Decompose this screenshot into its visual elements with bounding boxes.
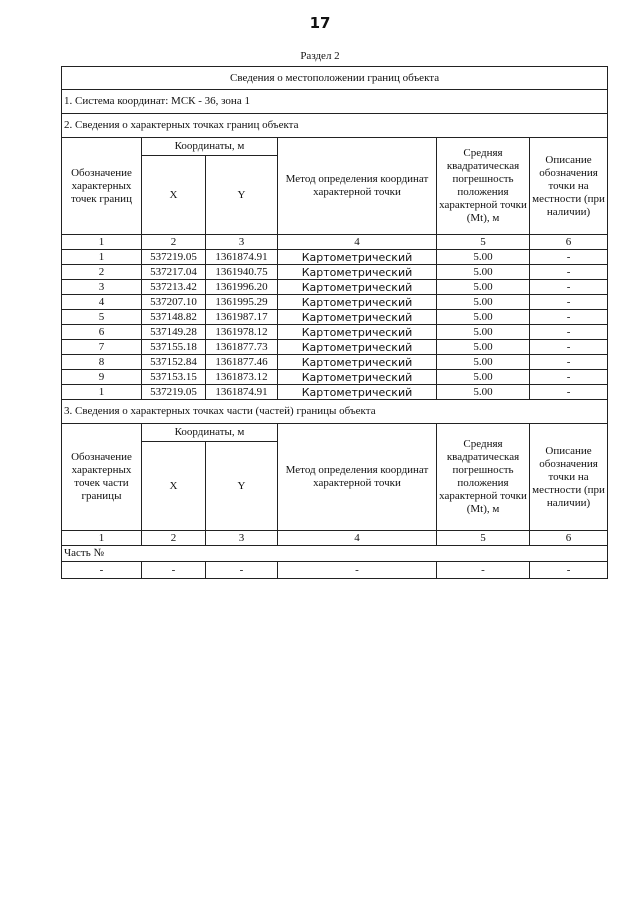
y-coordinate: 1361978.12 — [206, 325, 278, 340]
table-row — [62, 250, 608, 265]
method: Картометрический — [278, 385, 437, 400]
y-coordinate: 1361987.17 — [206, 310, 278, 325]
accuracy: 5.00 — [437, 340, 530, 355]
y-coordinate: 1361877.46 — [206, 355, 278, 370]
header-point-designation-part: Обозначение характерных точек части границы — [62, 424, 142, 531]
column-number: 6 — [530, 235, 608, 250]
table-row — [62, 355, 608, 370]
point-number: 8 — [62, 355, 142, 370]
y-coordinate: 1361874.91 — [206, 385, 278, 400]
section-label: Раздел 2 — [300, 50, 340, 62]
part-cell: - — [530, 562, 608, 579]
column-number: 3 — [206, 235, 278, 250]
accuracy: 5.00 — [437, 370, 530, 385]
point-number: 6 — [62, 325, 142, 340]
part-cell: - — [142, 562, 206, 579]
part-cell: - — [278, 562, 437, 579]
point-number: 7 — [62, 340, 142, 355]
method: Картометрический — [278, 265, 437, 280]
table-row — [62, 280, 608, 295]
x-coordinate: 537153.15 — [142, 370, 206, 385]
column-number: 2 — [142, 235, 206, 250]
y-coordinate: 1361996.20 — [206, 280, 278, 295]
method: Картометрический — [278, 280, 437, 295]
description: - — [530, 340, 608, 355]
accuracy: 5.00 — [437, 280, 530, 295]
description: - — [530, 370, 608, 385]
accuracy: 5.00 — [437, 385, 530, 400]
header-description: Описание обозначения точки на местности (при наличии) — [530, 424, 608, 531]
description: - — [530, 385, 608, 400]
column-number: 5 — [437, 235, 530, 250]
accuracy: 5.00 — [437, 355, 530, 370]
column-number: 3 — [206, 531, 278, 546]
section2-title: 2. Сведения о характерных точках границ объекта — [62, 114, 608, 138]
table-row — [62, 370, 608, 385]
method: Картометрический — [278, 295, 437, 310]
y-coordinate: 1361877.73 — [206, 340, 278, 355]
header-accuracy: Средняя квадратическая погрешность положения характерной точки (Mt), м — [437, 138, 530, 235]
y-coordinate: 1361874.91 — [206, 250, 278, 265]
method: Картометрический — [278, 250, 437, 265]
x-coordinate: 537152.84 — [142, 355, 206, 370]
part-cell: - — [62, 562, 142, 579]
header-coordinates: Координаты, м — [142, 424, 278, 442]
header-method: Метод определения координат характерной точки — [278, 138, 437, 235]
column-number: 1 — [62, 235, 142, 250]
column-numbers-row — [62, 531, 608, 546]
y-coordinate: 1361940.75 — [206, 265, 278, 280]
point-number: 4 — [62, 295, 142, 310]
x-coordinate: 537155.18 — [142, 340, 206, 355]
accuracy: 5.00 — [437, 310, 530, 325]
accuracy: 5.00 — [437, 250, 530, 265]
page-number: 17 — [309, 14, 331, 32]
accuracy: 5.00 — [437, 325, 530, 340]
header-method: Метод определения координат характерной точки — [278, 424, 437, 531]
point-number: 1 — [62, 250, 142, 265]
part-row — [62, 562, 608, 579]
column-number: 4 — [278, 531, 437, 546]
y-coordinate: 1361995.29 — [206, 295, 278, 310]
table-title: Сведения о местоположении границ объекта — [62, 67, 608, 90]
description: - — [530, 325, 608, 340]
point-number: 9 — [62, 370, 142, 385]
table-row — [62, 265, 608, 280]
header-accuracy: Средняя квадратическая погрешность положения характерной точки (Mt), м — [437, 424, 530, 531]
header-y: Y — [206, 156, 278, 235]
point-number: 5 — [62, 310, 142, 325]
table-row — [62, 385, 608, 400]
header-point-designation: Обозначение характерных точек границ — [62, 138, 142, 235]
x-coordinate: 537148.82 — [142, 310, 206, 325]
table-row — [62, 325, 608, 340]
header-x: X — [142, 442, 206, 531]
column-number: 4 — [278, 235, 437, 250]
x-coordinate: 537219.05 — [142, 250, 206, 265]
table-row — [62, 295, 608, 310]
description: - — [530, 280, 608, 295]
column-number: 1 — [62, 531, 142, 546]
column-number: 6 — [530, 531, 608, 546]
description: - — [530, 355, 608, 370]
point-number: 2 — [62, 265, 142, 280]
boundary-table — [61, 66, 608, 579]
header-description: Описание обозначения точки на местности (при наличии) — [530, 138, 608, 235]
header-y: Y — [206, 442, 278, 531]
table-row — [62, 340, 608, 355]
point-number: 3 — [62, 280, 142, 295]
column-number: 2 — [142, 531, 206, 546]
accuracy: 5.00 — [437, 265, 530, 280]
description: - — [530, 295, 608, 310]
method: Картометрический — [278, 325, 437, 340]
point-number: 1 — [62, 385, 142, 400]
method: Картометрический — [278, 355, 437, 370]
section3-title: 3. Сведения о характерных точках части (частей) границы объекта — [62, 400, 608, 424]
description: - — [530, 265, 608, 280]
method: Картометрический — [278, 310, 437, 325]
method: Картометрический — [278, 370, 437, 385]
description: - — [530, 250, 608, 265]
header-x: X — [142, 156, 206, 235]
accuracy: 5.00 — [437, 295, 530, 310]
header-coordinates: Координаты, м — [142, 138, 278, 156]
x-coordinate: 537213.42 — [142, 280, 206, 295]
x-coordinate: 537219.05 — [142, 385, 206, 400]
method: Картометрический — [278, 340, 437, 355]
coord-system: 1. Система координат: МСК - 36, зона 1 — [62, 90, 608, 114]
description: - — [530, 310, 608, 325]
y-coordinate: 1361873.12 — [206, 370, 278, 385]
column-number: 5 — [437, 531, 530, 546]
x-coordinate: 537217.04 — [142, 265, 206, 280]
x-coordinate: 537149.28 — [142, 325, 206, 340]
x-coordinate: 537207.10 — [142, 295, 206, 310]
table-row — [62, 310, 608, 325]
part-cell: - — [206, 562, 278, 579]
column-numbers-row — [62, 235, 608, 250]
part-label: Часть № — [62, 546, 608, 562]
part-cell: - — [437, 562, 530, 579]
